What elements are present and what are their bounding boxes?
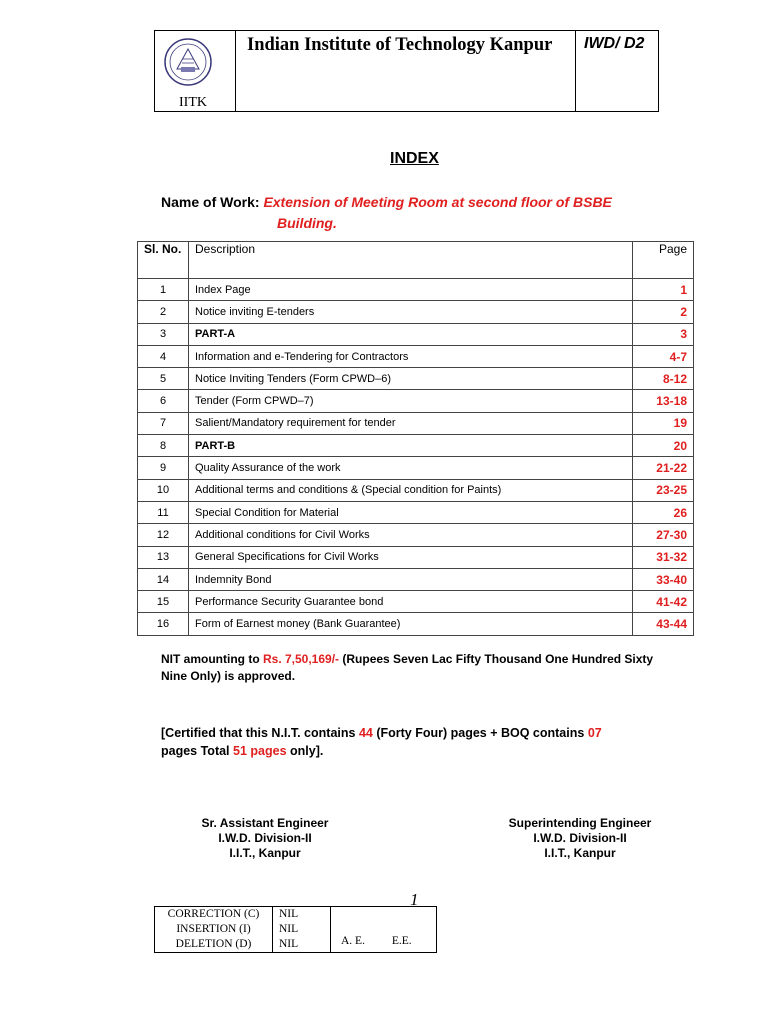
- table-row: [138, 390, 694, 412]
- signatory-left: [190, 816, 340, 861]
- row-sl-no: 13: [138, 546, 189, 568]
- header-description: Description: [189, 242, 633, 279]
- row-page: 19: [633, 412, 694, 434]
- signatory-right-title: Superintending Engineer: [508, 816, 652, 830]
- row-description: Form of Earnest money (Bank Guarantee): [189, 613, 633, 635]
- row-sl-no: 2: [138, 301, 189, 323]
- row-description: PART-A: [189, 323, 633, 345]
- table-row: [138, 368, 694, 390]
- row-sl-no: 7: [138, 412, 189, 434]
- table-row: [138, 345, 694, 367]
- row-sl-no: 4: [138, 345, 189, 367]
- row-page: 13-18: [633, 390, 694, 412]
- name-of-work-value-line1: Extension of Meeting Room at second floor of BSBE: [263, 194, 612, 210]
- row-page: 41-42: [633, 591, 694, 613]
- row-page: 23-25: [633, 479, 694, 501]
- row-page: 20: [633, 435, 694, 457]
- document-code-cell: [575, 31, 659, 111]
- row-sl-no: 8: [138, 435, 189, 457]
- table-row: [138, 412, 694, 434]
- correction-labels: [155, 907, 273, 953]
- row-description: Salient/Mandatory requirement for tender: [189, 412, 633, 434]
- name-of-work-label: Name of Work:: [161, 194, 260, 210]
- row-description: Notice inviting E-tenders: [189, 301, 633, 323]
- correction-table: [154, 906, 437, 953]
- table-row: [138, 524, 694, 546]
- table-row: [138, 568, 694, 590]
- row-description: Special Condition for Material: [189, 501, 633, 523]
- row-page: 33-40: [633, 568, 694, 590]
- signatory-left-division: I.W.D. Division-II: [218, 831, 312, 845]
- table-row: [138, 546, 694, 568]
- ae-label: A. E.: [341, 935, 365, 947]
- correction-values: [273, 907, 331, 953]
- certificate-note: [161, 724, 681, 760]
- page-number: 1: [410, 890, 419, 909]
- page-title: INDEX: [390, 150, 439, 167]
- row-sl-no: 5: [138, 368, 189, 390]
- row-page: 3: [633, 323, 694, 345]
- row-description: General Specifications for Civil Works: [189, 546, 633, 568]
- table-row: [138, 501, 694, 523]
- nit-approval: [161, 651, 681, 685]
- cert-total: 51 pages: [233, 744, 287, 758]
- header-sl-no: Sl. No.: [138, 242, 189, 279]
- index-table: [137, 241, 694, 636]
- cert-text-3: pages Total: [161, 744, 234, 758]
- table-row: [138, 613, 694, 635]
- row-sl-no: 16: [138, 613, 189, 635]
- row-page: 31-32: [633, 546, 694, 568]
- row-description: Performance Security Guarantee bond: [189, 591, 633, 613]
- row-description: Index Page: [189, 279, 633, 301]
- row-description: Tender (Form CPWD–7): [189, 390, 633, 412]
- row-description: Indemnity Bond: [189, 568, 633, 590]
- correction-value: NIL: [279, 908, 299, 920]
- nit-prefix: NIT amounting to: [161, 652, 263, 666]
- table-row: [138, 591, 694, 613]
- row-description: Additional terms and conditions & (Special condition for Paints): [189, 479, 633, 501]
- correction-label: CORRECTION (C): [167, 908, 260, 920]
- row-sl-no: 10: [138, 479, 189, 501]
- document-code: IWD/ D2: [584, 35, 645, 52]
- row-page: 2: [633, 301, 694, 323]
- row-page: 4-7: [633, 345, 694, 367]
- row-sl-no: 12: [138, 524, 189, 546]
- signatory-right: [495, 816, 665, 861]
- row-page: 27-30: [633, 524, 694, 546]
- row-description: PART-B: [189, 435, 633, 457]
- cert-pages: 44: [358, 726, 373, 740]
- row-description: Additional conditions for Civil Works: [189, 524, 633, 546]
- logo-caption: IITK: [179, 95, 207, 110]
- signatory-left-institute: I.I.T., Kanpur: [229, 846, 301, 860]
- row-page: 1: [633, 279, 694, 301]
- index-table-header: [138, 242, 694, 279]
- row-sl-no: 14: [138, 568, 189, 590]
- ee-label: E.E.: [391, 935, 412, 947]
- row-sl-no: 15: [138, 591, 189, 613]
- cert-text-1: [Certified that this N.I.T. contains: [161, 726, 359, 740]
- table-row: [138, 435, 694, 457]
- row-sl-no: 9: [138, 457, 189, 479]
- row-page: 21-22: [633, 457, 694, 479]
- row-sl-no: 6: [138, 390, 189, 412]
- signatory-right-division: I.W.D. Division-II: [533, 831, 627, 845]
- cert-boq: 07: [587, 726, 602, 740]
- row-description: Quality Assurance of the work: [189, 457, 633, 479]
- signatory-right-institute: I.I.T., Kanpur: [544, 846, 616, 860]
- table-row: [138, 457, 694, 479]
- name-of-work-value-line2: Building.: [277, 215, 337, 231]
- cert-text-4: only].: [286, 744, 324, 758]
- deletion-label: DELETION (D): [175, 938, 252, 950]
- deletion-value: NIL: [279, 938, 299, 950]
- document-header: [154, 30, 659, 112]
- logo-cell: [155, 31, 236, 111]
- table-row: [138, 323, 694, 345]
- row-page: 43-44: [633, 613, 694, 635]
- insertion-value: NIL: [279, 923, 299, 935]
- insertion-label: INSERTION (I): [176, 923, 251, 935]
- cert-text-2: (Forty Four) pages + BOQ contains: [372, 726, 588, 740]
- name-of-work: [161, 192, 612, 231]
- row-sl-no: 11: [138, 501, 189, 523]
- table-row: [138, 279, 694, 301]
- row-description: Notice Inviting Tenders (Form CPWD–6): [189, 368, 633, 390]
- row-sl-no: 3: [138, 323, 189, 345]
- institute-name: Indian Institute of Technology Kanpur: [247, 35, 553, 55]
- signoff-cell: [331, 907, 437, 953]
- signatory-left-title: Sr. Assistant Engineer: [201, 816, 329, 830]
- nit-suffix: (Rupees Seven Lac Fifty Thousand One Hundred Sixty Nine Only) is approved.: [161, 652, 654, 683]
- nit-amount: Rs. 7,50,169/-: [262, 652, 340, 666]
- iitk-logo-icon: [163, 37, 213, 87]
- row-page: 8-12: [633, 368, 694, 390]
- table-row: [138, 479, 694, 501]
- header-page: Page: [633, 242, 694, 279]
- row-description: Information and e-Tendering for Contractors: [189, 345, 633, 367]
- row-sl-no: 1: [138, 279, 189, 301]
- row-page: 26: [633, 501, 694, 523]
- table-row: [138, 301, 694, 323]
